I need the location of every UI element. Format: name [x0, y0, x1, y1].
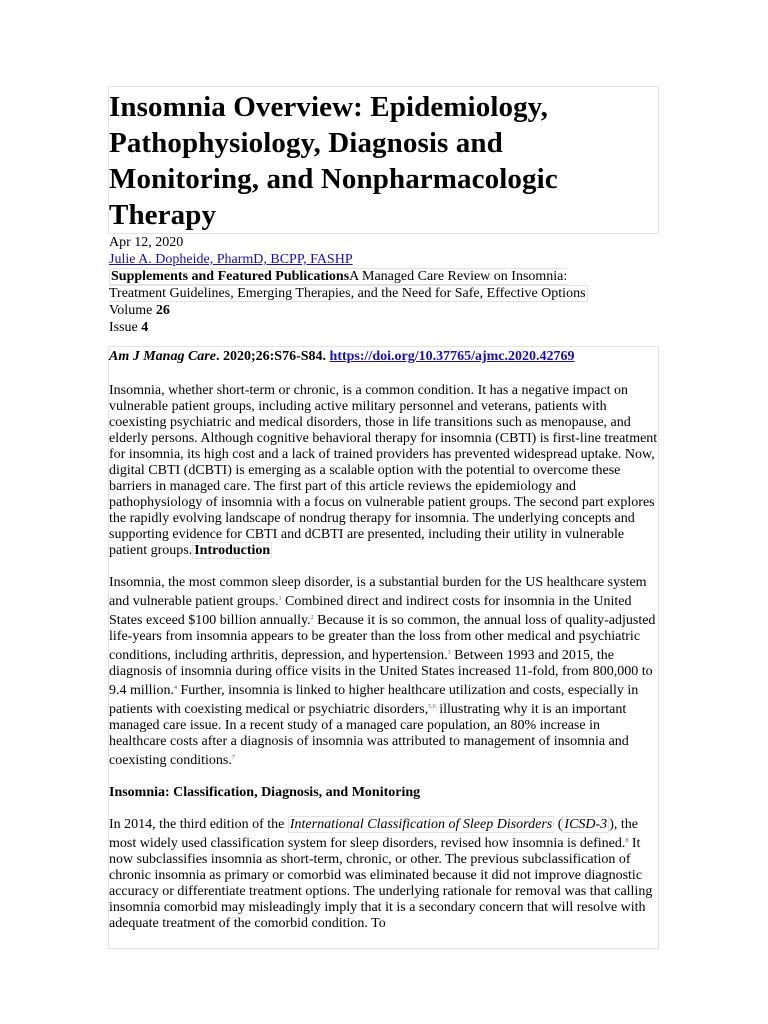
- reference-marker[interactable]: 4: [173, 685, 177, 691]
- volume-number: 26: [155, 303, 170, 318]
- classification-text-b: (: [554, 817, 563, 832]
- section-label: Supplements and Featured Publications: [111, 269, 350, 284]
- article-body: [108, 346, 659, 949]
- publish-date: Apr 12, 2020: [109, 235, 184, 250]
- reference-marker[interactable]: 8: [625, 838, 629, 844]
- doi-link[interactable]: https://doi.org/10.37765/ajmc.2020.42769: [329, 349, 575, 364]
- article-page: [109, 86, 659, 949]
- publication-line: [109, 268, 621, 302]
- abstract-text: Insomnia, whether short-term or chronic, is a common condition. It has a negative impact on vulnerable patient groups, including active military personnel and veterans, patients with coexisting psychiatric and medical disorders, those in life transitions such as menopause, and elderly persons. Although cognitive behavioral therapy for insomnia (CBTI) is first-line treatment for insomnia, its high cost and a lack of trained providers has prevented widespread uptake. Now, digital CBTI (dCBTI) is emerging as a scalable option with the potential to overcome these barriers in managed care. The first part of this article reviews the epidemiology and pathophysiology of insomnia with a focus on vulnerable patient groups. The second part explores the rapidly evolving landscape of nondrug therapy for insomnia. The underlying concepts and supporting evidence for CBTI and dCBTI are presented, including their utility in vulnerable patient groups.: [109, 383, 658, 558]
- icsd-abbreviation: ICSD-3: [564, 817, 608, 832]
- intro-sentence-5: Further, insomnia is linked to higher healthcare utilization and costs, especially in patients with coexisting medical or psychiatric disorders,: [109, 683, 639, 717]
- classification-text-d: It now subclassifies insomnia as short-term, chronic, or other. The previous subclassification of chronic insomnia as primary or comorbid was eliminated because it did not improve diagnostic accuracy or differentiate treatment options. The underlying rationale for removal was that calling insomnia comorbid may misleadingly imply that it is a secondary concern that will resolve with adequate treatment of the comorbid condition. To: [109, 836, 653, 931]
- article-meta: [109, 234, 659, 336]
- issue-label: Issue: [109, 320, 142, 335]
- intro-sentence-3: Because it is so common, the annual loss of quality-adjusted life-years from insomnia appears to be greater than the loss from other medical and psychiatric conditions, including arthritis, depression, and hypertension.: [109, 613, 656, 663]
- volume-line: [109, 302, 659, 319]
- introduction-heading: Introduction: [194, 543, 271, 558]
- intro-sentence-1: Insomnia, the most common sleep disorder, is a substantial burden for the US healthcare system and vulnerable patient groups.: [109, 575, 647, 609]
- classification-paragraph: [109, 817, 658, 932]
- classification-text-a: In 2014, the third edition of the: [109, 817, 288, 832]
- volume-label: Volume: [109, 303, 156, 318]
- reference-marker[interactable]: 5,6: [428, 704, 436, 710]
- supplement-title: A Managed Care Review on Insomnia: Treatment Guidelines, Emerging Therapies, and the Need for Safe, Effective Options: [109, 269, 586, 301]
- abstract-paragraph: [109, 383, 658, 559]
- classification-heading: Insomnia: Classification, Diagnosis, and Monitoring: [109, 785, 421, 800]
- reference-marker[interactable]: 2: [310, 615, 314, 621]
- intro-sentence-2: Combined direct and indirect costs for insomnia in the United States exceed $100 billion annually.: [109, 594, 632, 628]
- issue-line: [109, 319, 659, 336]
- author-link[interactable]: Julie A. Dopheide, PharmD, BCPP, FASHP: [109, 252, 353, 267]
- reference-marker[interactable]: 1: [278, 596, 282, 602]
- citation-line: [109, 349, 658, 365]
- reference-marker[interactable]: 3: [447, 650, 451, 656]
- icsd-name: International Classification of Sleep Disorders: [289, 817, 553, 832]
- reference-marker[interactable]: 7: [231, 755, 235, 761]
- classification-text-c: ), the most widely used classification system for sleep disorders, revised how insomnia is defined.: [109, 817, 638, 851]
- title-container: [108, 86, 659, 234]
- introduction-paragraph: [109, 575, 658, 769]
- journal-name: Am J Manag Care: [109, 349, 216, 364]
- intro-sentence-4: Between 1993 and 2015, the diagnosis of insomnia during office visits in the United States increased 11-fold, from 800,000 to 9.4 million.: [109, 648, 653, 698]
- issue-number: 4: [141, 320, 149, 335]
- citation-details: . 2020;26:S76-S84.: [215, 349, 330, 364]
- publication-box: [109, 268, 588, 302]
- article-title: Insomnia Overview: Epidemiology, Pathophysiology, Diagnosis and Monitoring, and Nonpharmacologic Therapy: [109, 91, 558, 231]
- intro-sentence-6: illustrating why it is an important managed care issue. In a recent study of a managed care population, an 80% increase in healthcare costs after a diagnosis of insomnia was attributed to management of insomnia and coexisting conditions.: [109, 702, 629, 768]
